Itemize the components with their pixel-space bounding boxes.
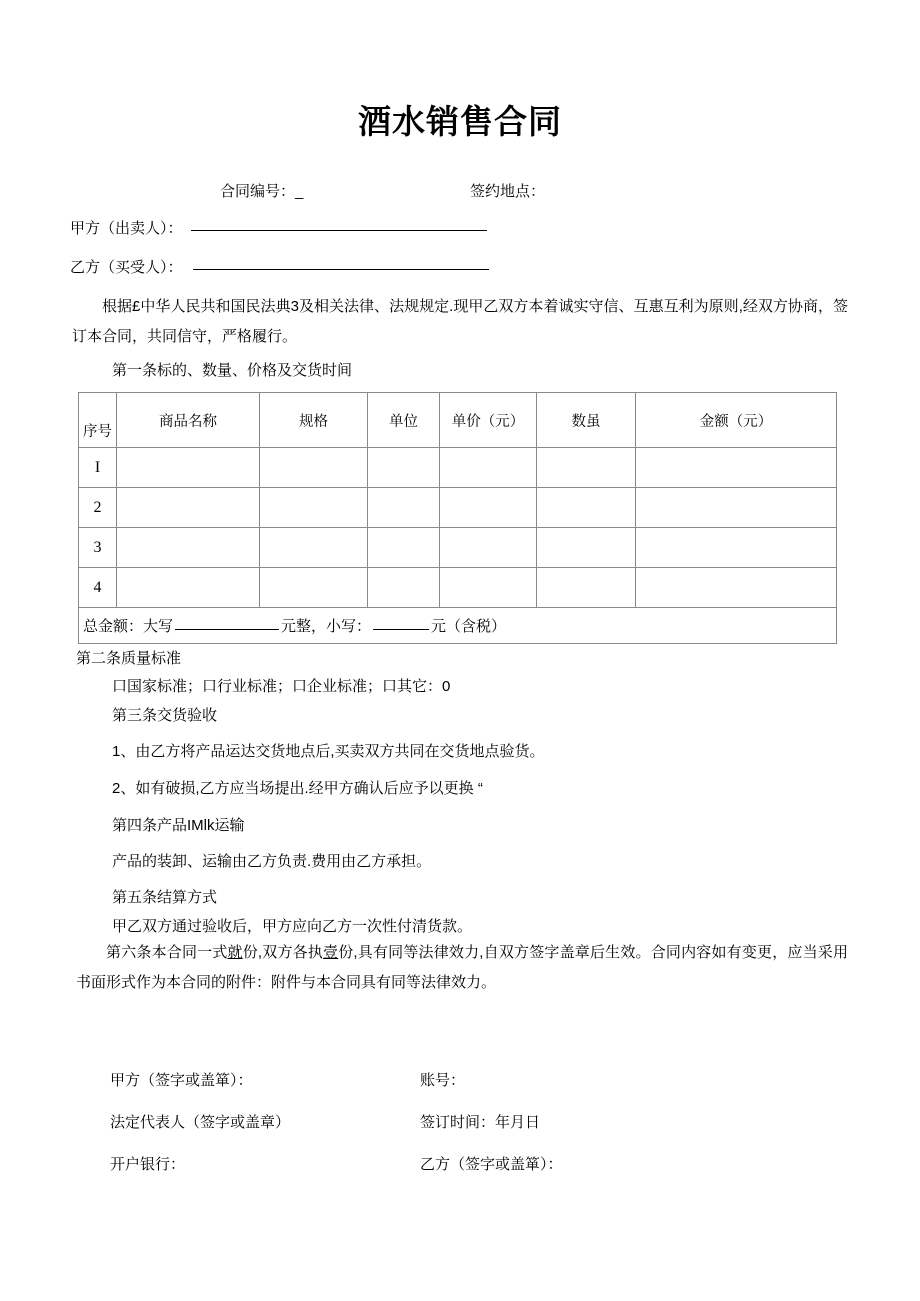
signature-legal-rep-label[interactable]: 法定代表人（签字或盖章）: [110, 1114, 291, 1131]
cell-name[interactable]: [117, 568, 260, 608]
table-total-row: [79, 608, 837, 644]
seller-line: [70, 216, 710, 242]
cell-unit[interactable]: [368, 488, 440, 528]
row-index: 2: [79, 488, 117, 528]
seller-label: 甲方（出卖人）：: [70, 220, 183, 237]
cell-spec[interactable]: [260, 528, 368, 568]
cell-qty[interactable]: [537, 568, 636, 608]
cell-unit[interactable]: [368, 568, 440, 608]
cell-amount[interactable]: [636, 528, 837, 568]
cell-unit[interactable]: [368, 448, 440, 488]
cell-price[interactable]: [440, 528, 537, 568]
cell-name[interactable]: [117, 488, 260, 528]
signature-date-label[interactable]: 签订时间：年月日: [420, 1114, 541, 1131]
cell-qty[interactable]: [537, 448, 636, 488]
column-header-price: 单价（元）: [440, 393, 537, 448]
signature-account-label[interactable]: 账号：: [420, 1072, 466, 1089]
total-mid-label: 元整，小写：: [281, 618, 372, 635]
table-header-row: [79, 393, 837, 448]
table-row: [79, 488, 837, 528]
column-header-qty: 数虽: [537, 393, 636, 448]
total-uppercase-fill-rule[interactable]: [175, 616, 279, 630]
column-header-name: 商品名称: [117, 393, 260, 448]
table-row: [79, 448, 837, 488]
column-header-spec: 规格: [260, 393, 368, 448]
table-row: [79, 528, 837, 568]
clause-5-text: 甲乙双方通过验收后，甲方应向乙方一次性付清货款。: [112, 918, 473, 935]
intro-paragraph: 根据£中华人民共和国民法典3及相关法律、法规规定.现甲乙双方本着诚实守信、互惠互利为原则,经双方协商，签订本合同，共同信守，严格履行。: [72, 298, 848, 345]
row-index: 3: [79, 528, 117, 568]
total-amount-cell: [79, 608, 837, 644]
cell-price[interactable]: [440, 568, 537, 608]
cell-unit[interactable]: [368, 528, 440, 568]
column-header-amount: 金额（元）: [636, 393, 837, 448]
clause-5-heading: 第五条结算方式: [112, 889, 218, 906]
clause-3-item-2: 2、如有破损,乙方应当场提出.经甲方确认后应予以更换 “: [112, 780, 483, 797]
cell-spec[interactable]: [260, 568, 368, 608]
clause-6-part-1: 第六条本合同一式: [106, 944, 228, 961]
row-index: 4: [79, 568, 117, 608]
cell-qty[interactable]: [537, 488, 636, 528]
buyer-label: 乙方（买受人）：: [70, 259, 183, 276]
clause-4-text: 产品的装卸、运输由乙方负责.费用由乙方承担。: [112, 853, 432, 870]
signature-buyer-label[interactable]: 乙方（签字或盖箪）：: [420, 1156, 563, 1173]
buyer-fill-rule[interactable]: [193, 255, 489, 270]
cell-amount[interactable]: [636, 448, 837, 488]
clause-6-part-3: 份,具有同等法律效力,自双方签字盖章后生效。合同内容如有变更，应当采用书面形式作为本合同的附件：附件与本合同具有同等法律效力。: [76, 944, 848, 991]
page-title: 酒水销售合同: [358, 103, 562, 140]
cell-qty[interactable]: [537, 528, 636, 568]
total-lowercase-fill-rule[interactable]: [373, 616, 429, 630]
clause-3-heading: 第三条交货验收: [112, 707, 218, 724]
total-suffix-label: 元（含税）: [431, 618, 507, 635]
header-meta-row: [0, 180, 920, 204]
seller-fill-rule[interactable]: [191, 216, 487, 231]
clause-6-part-2: 份,双方各执: [242, 944, 324, 961]
clause-6-copies-count[interactable]: 就: [227, 944, 243, 961]
cell-spec[interactable]: [260, 448, 368, 488]
clause-4-heading: 第四条产品IMlk运输: [112, 817, 245, 834]
signature-seller-label[interactable]: 甲方（签字或盖箪）：: [110, 1072, 253, 1089]
goods-table: [78, 392, 837, 644]
clause-1-heading: 第一条标的、数量、价格及交货时间: [112, 362, 353, 379]
clause-2-text[interactable]: 口国家标准；口行业标准；口企业标准；口其它：0: [112, 678, 451, 695]
column-header-index: 序号: [79, 393, 117, 448]
buyer-line: [70, 255, 710, 281]
table-row: [79, 568, 837, 608]
clause-6-each-party-count[interactable]: 壹: [323, 944, 339, 961]
clause-6-paragraph: [76, 938, 848, 998]
signing-place-label: 签约地点：: [470, 183, 546, 200]
cell-amount[interactable]: [636, 488, 837, 528]
clause-3-item-1: 1、由乙方将产品运达交货地点后,买卖双方共同在交货地点验货。: [112, 743, 545, 760]
cell-price[interactable]: [440, 488, 537, 528]
cell-name[interactable]: [117, 528, 260, 568]
cell-price[interactable]: [440, 448, 537, 488]
clause-2-heading: 第二条质量标准: [76, 650, 182, 667]
contract-number-label: 合同编号：_: [220, 183, 304, 200]
column-header-unit: 单位: [368, 393, 440, 448]
cell-spec[interactable]: [260, 488, 368, 528]
cell-name[interactable]: [117, 448, 260, 488]
total-prefix-label: 总金额：大写: [83, 618, 174, 635]
cell-amount[interactable]: [636, 568, 837, 608]
signature-bank-label[interactable]: 开户银行：: [110, 1156, 186, 1173]
row-index: I: [79, 448, 117, 488]
